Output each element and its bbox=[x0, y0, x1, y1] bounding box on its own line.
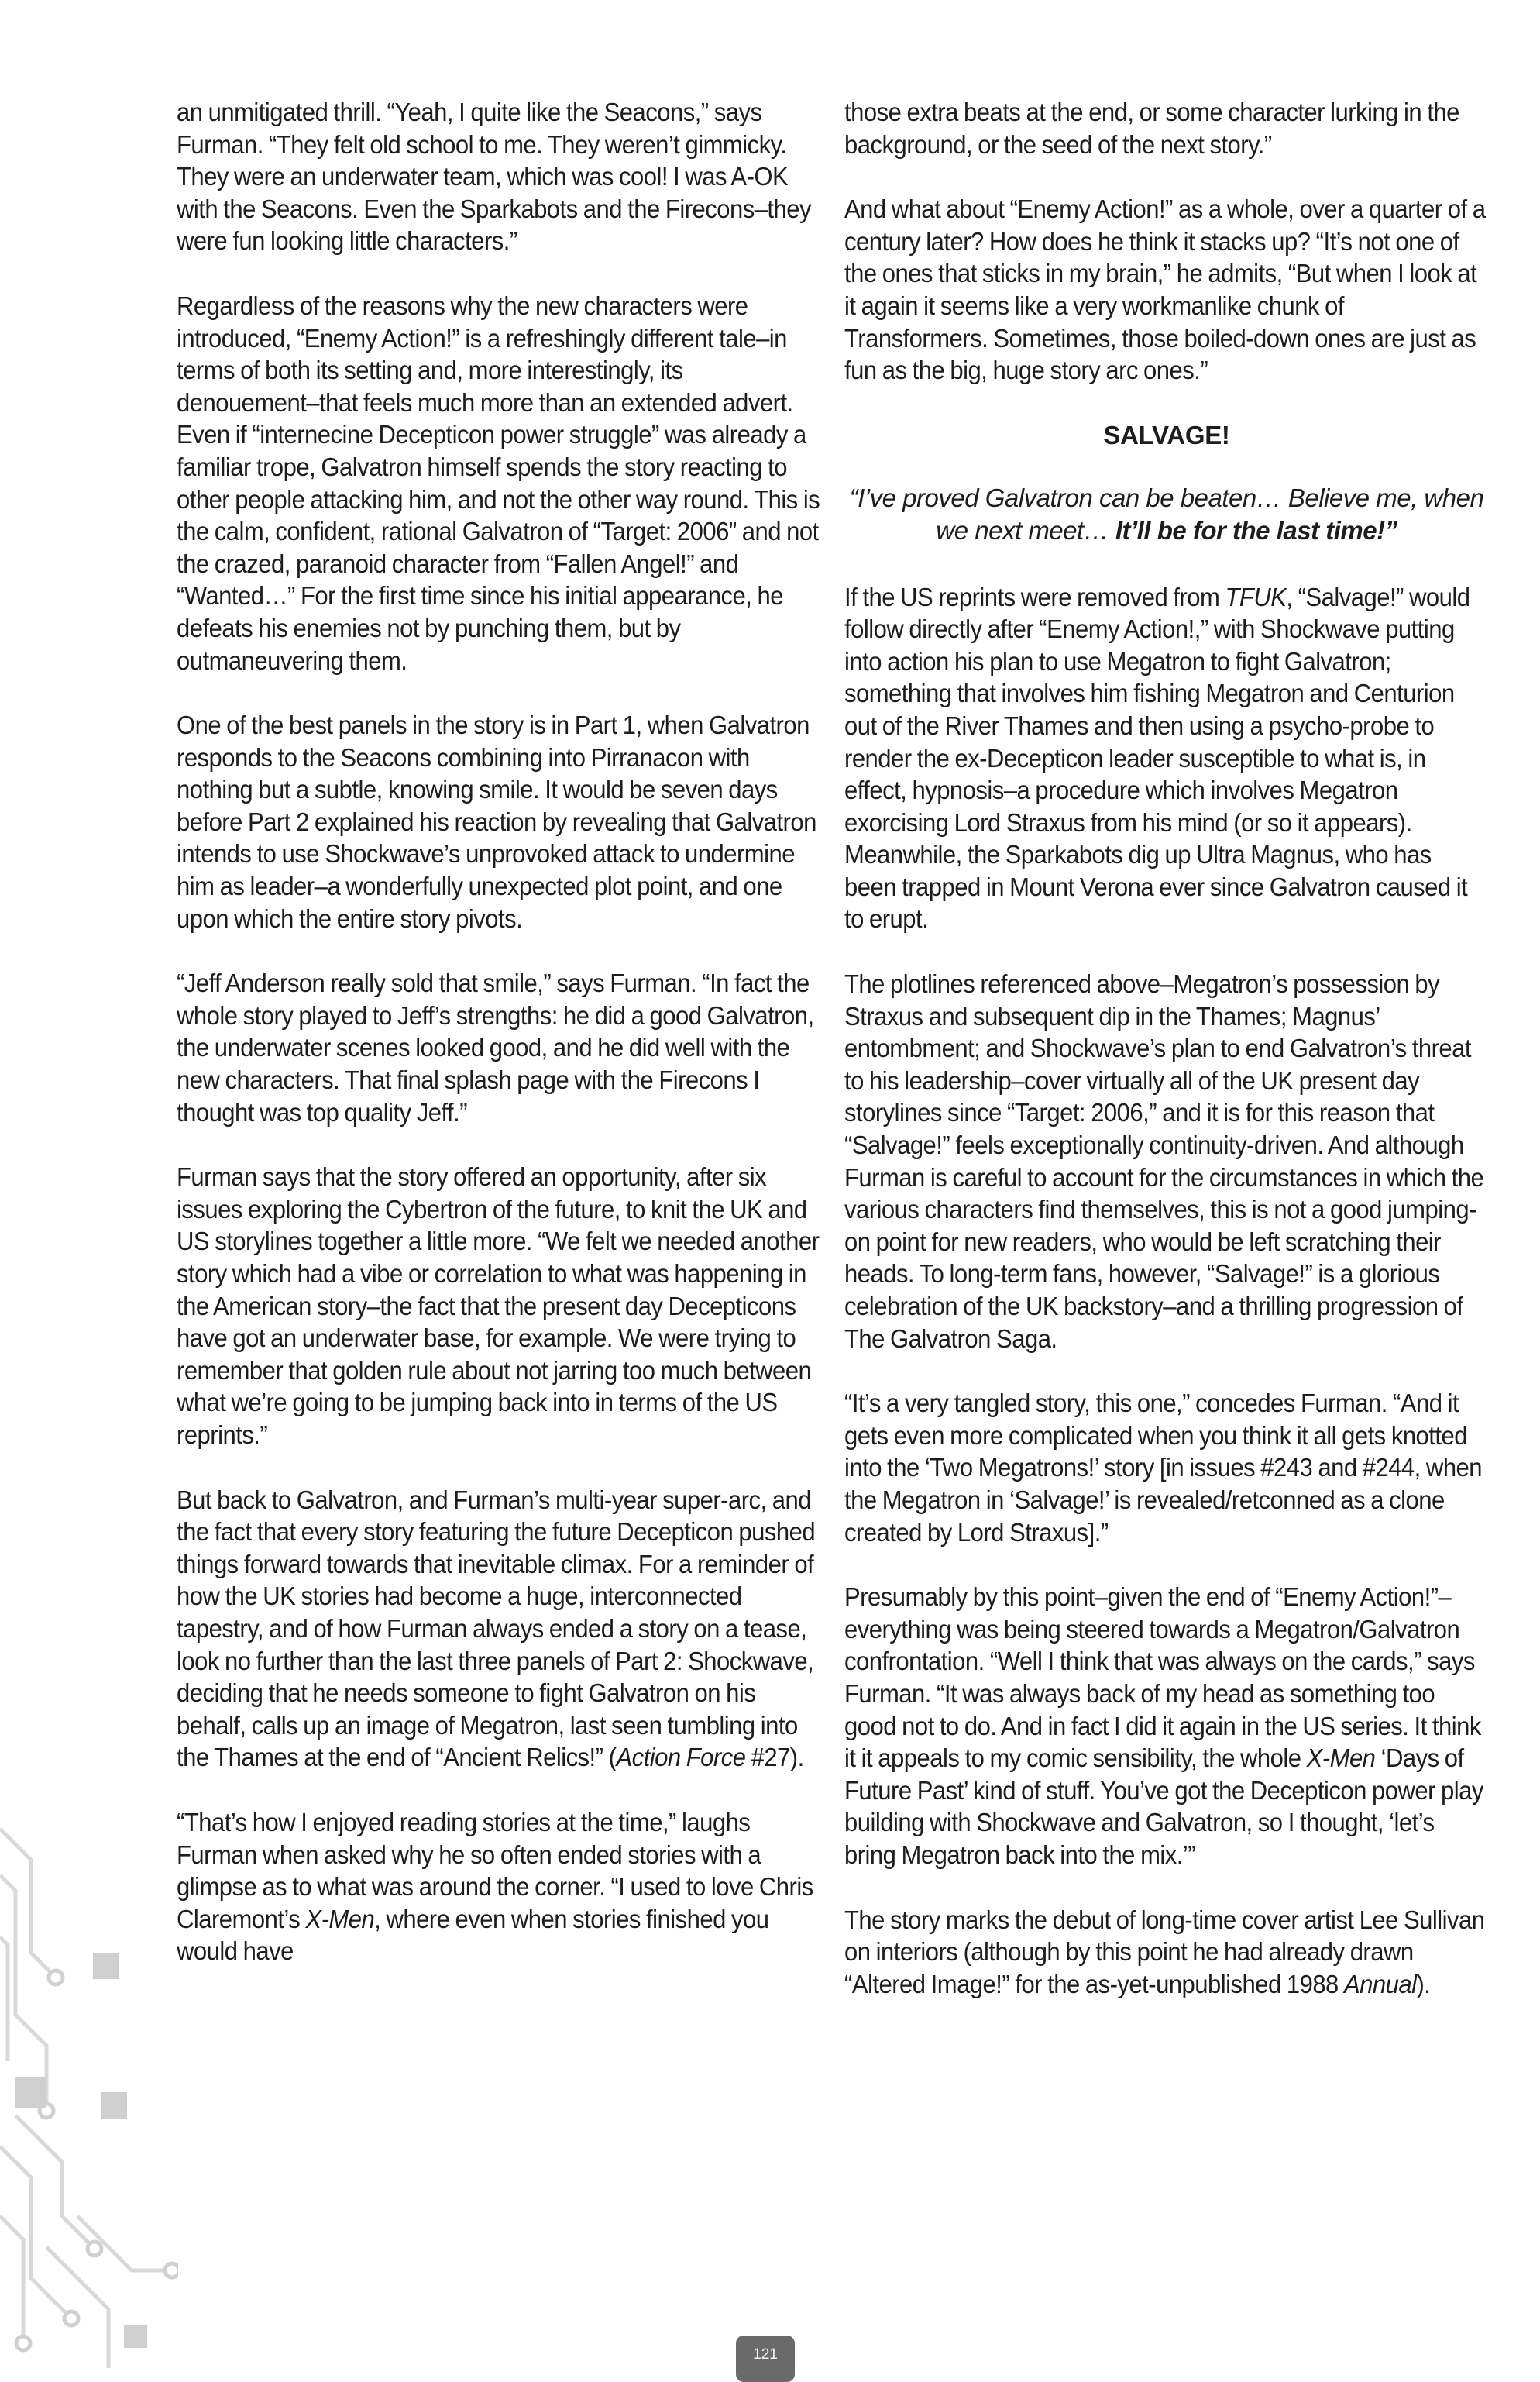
paragraph-text: ‘Days of Future Past’ kind of stuff. You’ve got the Decepticon power play building with Shockwave and Galvatron, so I thought, ‘let’s bring Megatron back into the mix.’” bbox=[844, 1743, 1483, 1869]
paragraph-text: “That’s how I enjoyed reading stories at the time,” laughs Furman when asked why he so often ended stories with a glimpse as to what was around the corner. “I used to love Chris Claremont’s bbox=[177, 1807, 813, 1933]
section-heading: SALVAGE! bbox=[1103, 420, 1230, 449]
paragraph bbox=[844, 1904, 1487, 2001]
paragraph: “It’s a very tangled story, this one,” concedes Furman. “And it gets even more complicated when you think it all gets knotted into the ‘Two Megatrons!’ story [in issues #243 and #244, when the Megatron in ‘Salvage!’ is revealed/retconned as a clone created by Lord Straxus].” bbox=[844, 1389, 1483, 1547]
paragraph: “Jeff Anderson really sold that smile,” says Furman. “In fact the whole story played to Jeff’s strengths: he did a good Galvatron, the underwater scenes looked good, and he did well with the new characters. That final splash page with the Firecons I thought was top quality Jeff.” bbox=[177, 969, 814, 1127]
paragraph-text: If the US reprints were removed from bbox=[844, 582, 1225, 611]
paragraph bbox=[177, 1806, 825, 1967]
publication-title: TFUK bbox=[1225, 582, 1287, 611]
epigraph-quote bbox=[844, 482, 1489, 546]
epigraph-emphasis: It’ll be for the last time!” bbox=[1115, 515, 1397, 545]
paragraph: One of the best panels in the story is in Part 1, when Galvatron responds to the Seacons combining into Pirranacon with nothing but a subtle, knowing smile. It would be seven days before Part 2 explained his reaction by revealing that Galvatron intends to use Shockwave’s unprovoked attack to undermine him as leader–a wonderfully unexpected plot point, and one upon which the entire story pivots. bbox=[177, 711, 816, 933]
paragraph: Furman says that the story offered an opportunity, after six issues exploring the Cybertron of the future, to knit the UK and US storylines together a little more. “We felt we needed another story which had a vibe or correlation to what was happening in the American story–the fact that the present day Decepticons have got an underwater base, for example. We were trying to remember that golden rule about not jarring too much between what we’re going to be jumping back into in terms of the US reprints.” bbox=[177, 1162, 820, 1449]
publication-title: X-Men bbox=[1306, 1743, 1376, 1773]
publication-title: Action Force bbox=[616, 1743, 746, 1772]
paragraph bbox=[177, 1484, 825, 1774]
paragraph-text: But back to Galvatron, and Furman’s multi-year super-arc, and the fact that every story featuring the future Decepticon pushed things forward towards that inevitable climax. For a reminder of how the UK stories had become a huge, interconnected tapestry, and of how Furman always ended a story on a tease, look no further than the last three panels of Part 2: Shockwave, deciding that he needs someone to fight Galvatron on his behalf, calls up an image of Megatron, last seen tumbling into the Thames at the end of “Ancient Relics!” ( bbox=[177, 1485, 816, 1772]
publication-title: Annual bbox=[1343, 1969, 1417, 1998]
paragraph bbox=[844, 1581, 1487, 1871]
paragraph: those extra beats at the end, or some character lurking in the background, or the seed of the next story.” bbox=[844, 98, 1459, 159]
paragraph bbox=[844, 581, 1487, 936]
paragraph-text: ). bbox=[1416, 1969, 1431, 1998]
epigraph-text: “I’ve proved Galvatron can be beaten… Believe me, when we next meet… bbox=[849, 484, 1484, 545]
paragraph-text: Presumably by this point–given the end of “Enemy Action!”–everything was being steered towards a Megatron/Galvatron confrontation. “Well I think that was always on the cards,” says Furman. “It was always back of my head as something too good not to do. And in fact I did it again in the US series. It think it it appeals to my comic sensibility, the whole bbox=[844, 1582, 1481, 1773]
paragraph-text: , “Salvage!” would follow directly after “Enemy Action!,” with Shockwave putting into action his plan to use Megatron to fight Galvatron; something that involves him fishing Megatron and Centurion out of the River Thames and then using a psycho-probe to render the ex-Decepticon leader susceptible to what is, in effect, hypnosis–a procedure which involves Megatron exorcising Lord Straxus from his mind (or so it appears). Meanwhile, the Sparkabots dig up Ultra Magnus, who has been trapped in Mount Verona ever since Galvatron caused it to erupt. bbox=[844, 582, 1470, 934]
paragraph-text: The story marks the debut of long-time cover artist Lee Sullivan on interiors (although by this point he had already drawn “Altered Image!” for the as-yet-unpublished 1988 bbox=[844, 1905, 1485, 1998]
circuit-board-decoration bbox=[0, 1782, 178, 2368]
publication-title: X-Men bbox=[305, 1904, 375, 1933]
paragraph-text: #27). bbox=[745, 1743, 804, 1772]
paragraph: The plotlines referenced above–Megatron’s possession by Straxus and subsequent dip in the Thames; Magnus’ entombment; and Shockwave’s plan to end Galvatron’s threat to his leadership–cover virtually all of the UK present day storylines since “Target: 2006,” and it is for this reason that “Salvage!” feels exceptionally continuity-driven. And although Furman is careful to account for the circumstances in which the various characters find themselves, this is not a good jumping-on point for new readers, who would be left scratching their heads. To long-term fans, however, “Salvage!” is a glorious celebration of the UK backstory–and a thrilling progression of The Galvatron Saga. bbox=[844, 969, 1484, 1353]
paragraph: an unmitigated thrill. “Yeah, I quite like the Seacons,” says Furman. “They felt old school to me. They weren’t gimmicky. They were an underwater team, which was cool! I was A-OK with the Seacons. Even the Sparkabots and the Firecons–they were fun looking little characters.” bbox=[177, 98, 812, 256]
paragraph-text: , where even when stories finished you would have bbox=[177, 1904, 769, 1966]
right-column bbox=[844, 96, 1489, 2033]
paragraph: Regardless of the reasons why the new characters were introduced, “Enemy Action!” is a refreshingly different tale–in terms of both its setting and, more interestingly, its denouement–that feels much more than an extended advert. Even if “internecine Decepticon power struggle” was already a familiar trope, Galvatron himself spends the story reacting to other people attacking him, and not the other way round. This is the calm, confident, rational Galvatron of “Target: 2006” and not the crazed, paranoid character from “Fallen Angel!” and “Wanted…” For the first time since his initial appearance, he defeats his enemies not by punching them, but by outmaneuvering them. bbox=[177, 291, 820, 675]
paragraph: And what about “Enemy Action!” as a whole, over a quarter of a century later? How does he think it stacks up? “It’s not one of the ones that sticks in my brain,” he admits, “But when I look at it again it seems like a very workmanlike chunk of Transformers. Sometimes, those boiled-down ones are just as fun as the big, huge story arc ones.” bbox=[844, 194, 1486, 385]
left-column bbox=[177, 96, 827, 2000]
page-number: 121 bbox=[736, 2336, 795, 2382]
